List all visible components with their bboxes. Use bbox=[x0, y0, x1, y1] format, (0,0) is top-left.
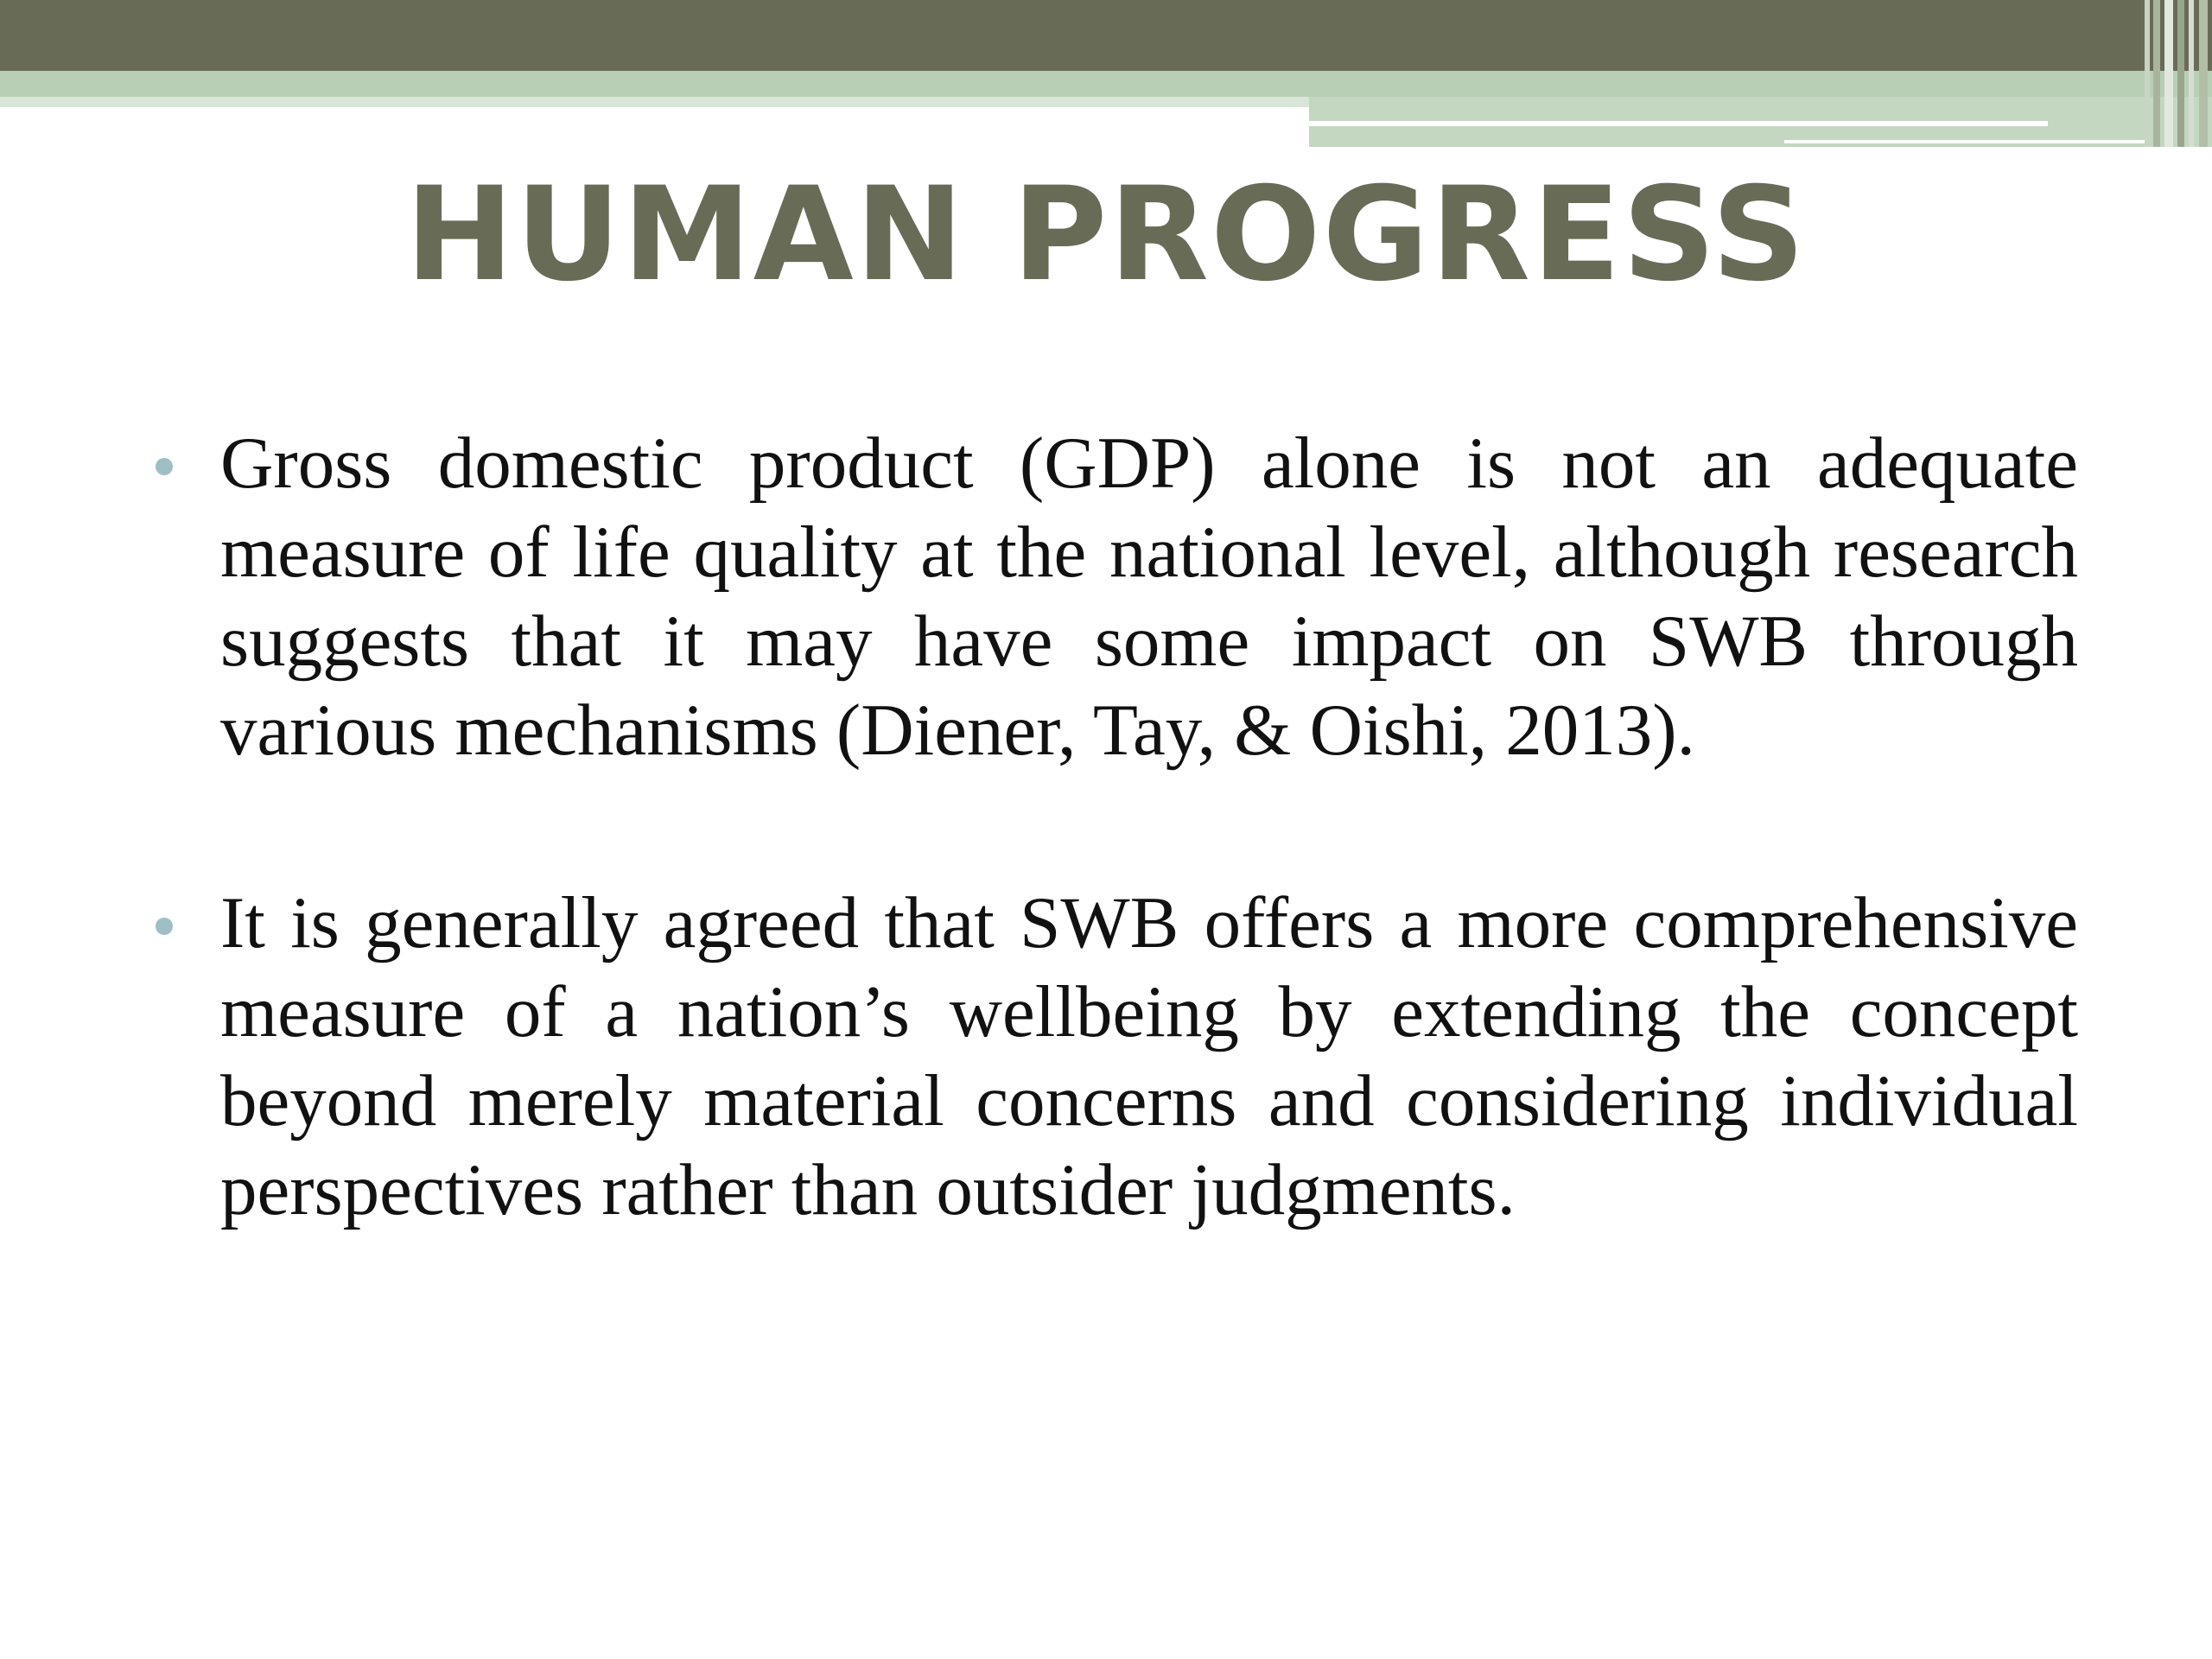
header-accent-band-thin bbox=[0, 97, 1309, 107]
bullet-list bbox=[220, 419, 2078, 1338]
header-stripe bbox=[2153, 0, 2160, 147]
bullet-item bbox=[220, 419, 2078, 775]
header-divider-line bbox=[1309, 121, 2048, 126]
header-accent-band bbox=[0, 71, 2212, 97]
header-stripe bbox=[2199, 0, 2208, 147]
bullet-dot-icon bbox=[156, 918, 173, 935]
header-stripe bbox=[2145, 0, 2150, 147]
bullet-text: Gross domestic product (GDP) alone is not an adequate measure of life quality at the national level, although research suggests that it may have some impact on SWB through various mechanisms (Diener, Tay, & Oishi, 2013). bbox=[220, 423, 2078, 771]
header-band bbox=[0, 0, 2212, 71]
bullet-item bbox=[220, 879, 2078, 1235]
header-stripe bbox=[2164, 0, 2173, 147]
header-stripe bbox=[2189, 0, 2194, 147]
slide-title: HUMAN PROGRESS bbox=[405, 160, 1807, 310]
bullet-dot-icon bbox=[156, 458, 173, 475]
header-stripe bbox=[2177, 0, 2184, 147]
bullet-text: It is generally agreed that SWB offers a more comprehensive measure of a nation’s wellbeing by extending the concept beyond merely material concerns and considering individual perspectives rather than outsider judgments. bbox=[220, 882, 2078, 1230]
header-divider-line-short bbox=[1784, 140, 2147, 143]
